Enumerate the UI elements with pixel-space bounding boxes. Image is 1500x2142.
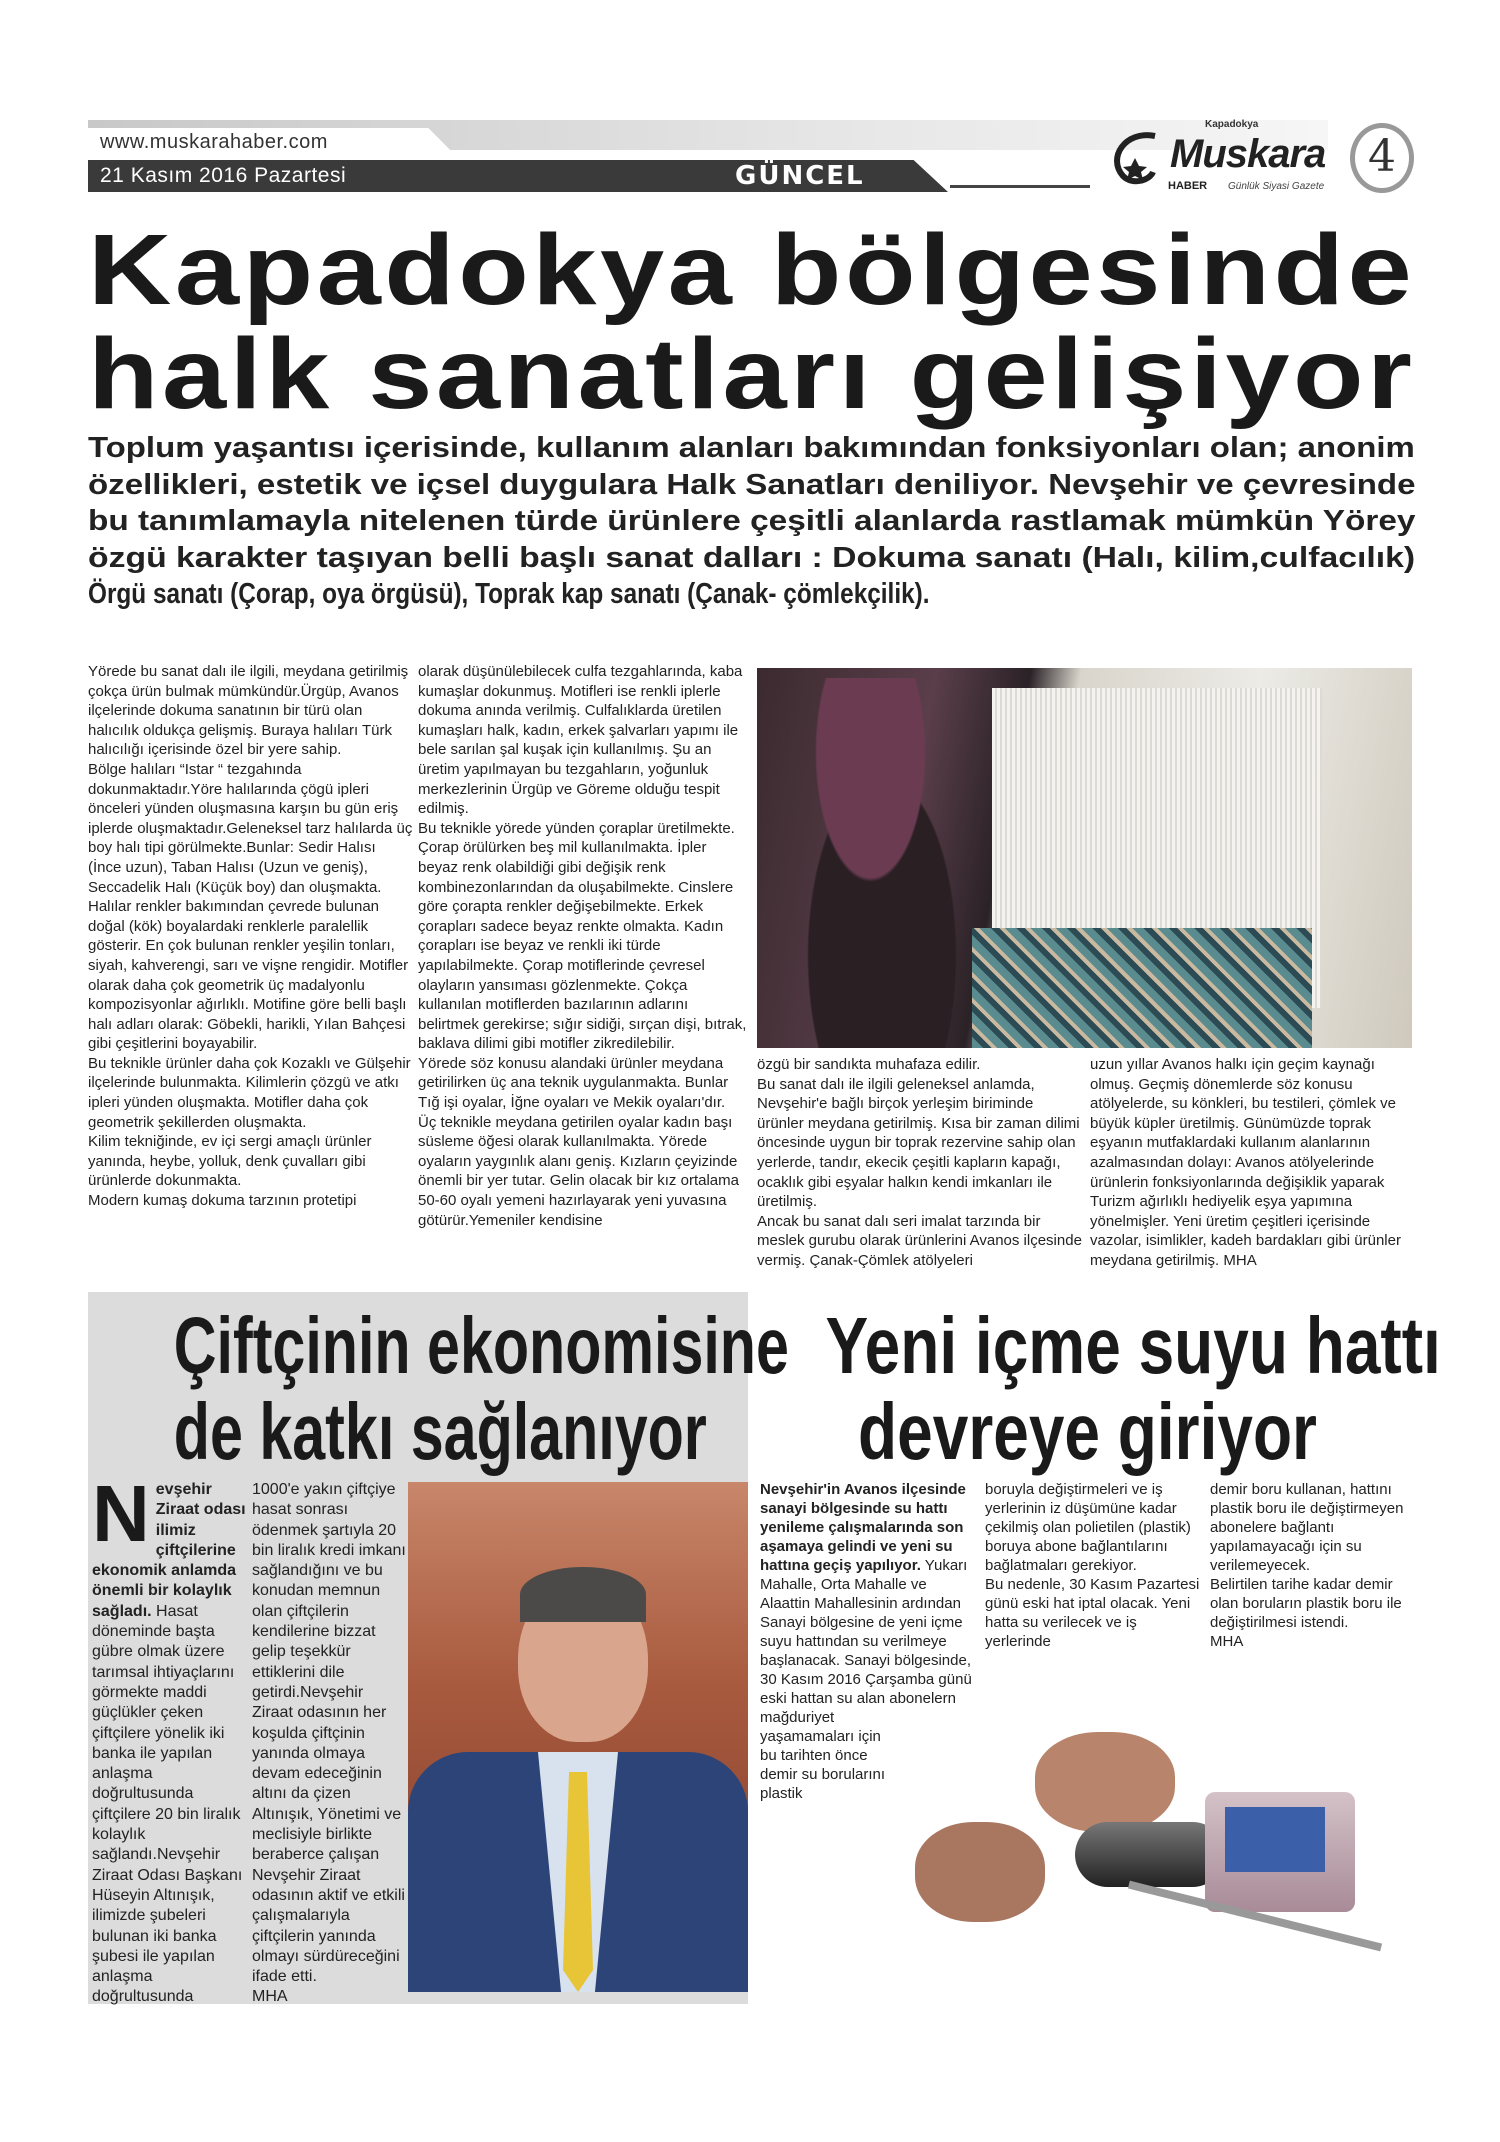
lead-line: Toplum yaşantısı içerisinde, kullanım alanları bakımından fonksiyonları olan; anonim xyxy=(88,432,1415,464)
pipe-welding-tool-photo xyxy=(905,1722,1415,1992)
logo: Muskara xyxy=(1170,132,1326,176)
paragraph: boruyla değiştirmeleri ve iş yerlerinin iz düşümüne kadar çekilmiş olan polietilen (plastik) boruya abone bağlantılarını bağlatmaları gerekiyor. xyxy=(985,1481,1191,1574)
paragraph: Yörede bu sanat dalı ile ilgili, meydana getirilmiş çokça ürün bulmak mümkündür.Ürgüp, Avanos ilçelerinde dokuma sanatının bir türü olan halıcılık oldukça gelişmiş. Buraya halıları Türk halıcılığı içerisinde özel bir yere sahip. xyxy=(88,663,409,759)
paragraph: Hasat döneminde başta gübre olmak üzere tarımsal ihtiyaçlarını görmekte maddi güçlükler çeken çiftçilere yönelik iki banka ile yapılan anlaşma doğrultusunda çiftçilere 20 bin liralık kolaylık sağlandı.Nevşehir Ziraat Odası Başkanı Hüseyin Altınışık, ilimizde şubeleri bulunan iki banka şubesi ile yapılan anlaşma doğrultusunda xyxy=(92,1602,243,2006)
welding-dies xyxy=(1075,1822,1225,1887)
weaver xyxy=(767,678,997,1048)
water-headline-line2: devreye giriyor xyxy=(858,1387,1317,1476)
paragraph: 1000'e yakın çiftçiye hasat sonrası ödenmek şartıyla 20 bin liralık kredi imkanı sağlandığını ve bu konudan memnun olan çiftçilerin kendilerine bizzat gelip teşekkür ettiklerini dile getirdi.Nevşehir Ziraat odasının her koşulda çiftçinin yanında olmaya devam edeceğinin altını da çizen Altınışık, Yönetimi ve meclisiyle birlikte beraberce çalışan Nevşehir Ziraat odasının aktif ve etkili çalışmalarıyla çiftçilerin yanında olmayı sürdüreceğini ifade etti. xyxy=(252,1481,406,1986)
water-headline-line1: Yeni içme suyu hattı xyxy=(825,1301,1441,1390)
paragraph: demir boru kullanan, hattını plastik boru ile değiştirmeyen abonelere bağlantı yapılamayacağı için su verilemeyecek. xyxy=(1210,1481,1404,1574)
divider xyxy=(950,185,1090,188)
website-url: www.muskarahaber.com xyxy=(100,131,328,153)
paragraph: Bu teknikle yörede yünden çoraplar üretilmekte. Çorap örülürken beş mil kullanılmakta. İpler beyaz renk olabildiği gibi değişik renk kombinezonlarından da oluşabilmekte. Cinslere göre çorapta renkler değişebilmekte. Erkek çorapları sadece beyaz renkte olmakta. Kadın çorapları ise beyaz ve renkli iki türde yapılabilmekte. Çorap motiflerinde çevresel olayların yansıması gözlenmekte. Çokça kullanılan motiflerden bazılarının adlarını belirtmek gerekirse; sığır sidiği, sırçan dişi, bıtrak, baklava dilimi gibi motifler zikredilebilir. xyxy=(418,819,747,1053)
logo-haber: HABER xyxy=(1168,180,1208,192)
article-column-3 xyxy=(757,1055,1082,1271)
issue-date: 21 Kasım 2016 Pazartesi xyxy=(100,164,347,187)
rug xyxy=(972,928,1312,1048)
paragraph: Ancak bu sanat dalı seri imalat tarzında bir meslek gurubu olarak ürünlerini Avanos ilçesinde vermiş. Çanak-Çömlek atölyeleri xyxy=(757,1212,1082,1269)
paragraph: Yörede söz konusu alandaki ürünler meydana getirilirken üç ana teknik uygulanmakta. Bunlar Tığ işi oyalar, İğne oyaları ve Mekik oyaları'dır. xyxy=(418,1054,729,1112)
main-lead xyxy=(88,430,1415,613)
farmer-headline-line2: de katkı sağlanıyor xyxy=(173,1387,707,1476)
paragraph: Belirtilen tarihe kadar demir olan boruların plastik boru ile değiştirilmesi istendi. xyxy=(1210,1576,1402,1631)
main-headline-line1: Kapadokya bölgesinde xyxy=(88,214,1416,326)
water-column-1 xyxy=(760,1480,980,2142)
paragraph: Yukarı Mahalle, Orta Mahalle ve Alaattin Mahallesinin ardından Sanayi bölgesine de yeni içme suyu hattından su verilmeye başlanacak. Sanayi bölgesinde, 30 Kasım 2016 Çarşamba günü eski hattan su alan abonelern mağduriyet yaşamamaları için bu tarihten önce demir su borularını plastik xyxy=(760,1557,972,1802)
weaving-photo xyxy=(757,668,1412,1048)
paragraph: Bu nedenle, 30 Kasım Pazartesi günü eski hat iptal olacak. Yeni hatta su verilecek ve iş yerlerinde xyxy=(985,1576,1200,1650)
water-column-3 xyxy=(1210,1480,1420,1651)
photo-wrap-space xyxy=(894,1722,980,2142)
paragraph: Bölge halıları “Istar “ tezgahında dokunmaktadır.Yöre halılarında çögü ipleri önceleri yünden oluşmasına karşın bu gün eriş iplerde oluşmaktadır.Geleneksel tarz halılarda üç boy halı tipi görülmekte.Bunlar: Sedir Halısı (İnce uzun), Taban Halısı (Uzun ve geniş), Seccadelik Halı (Küçük boy) dan oluşmakta. Halılar renkler bakımından çevrede bulunan doğal (kök) boyalardaki renklerle paralellik gösterir. En çok bulunan renkler yeşilin tonları, siyah, kahverengi, sarı ve vişne rengidir. Motifler olarak daha çok geometrik üç madalyonlu kompozisyonlar ağırlıklı. Motifine göre belli başlı halı adları olarak: Göbekli, harikli, Yılan Bahçesi gibi çeşitlerini boyayabilir. xyxy=(88,760,413,1053)
water-column-2 xyxy=(985,1480,1200,1651)
paragraph: Kilim tekniğinde, ev içi sergi amaçlı ürünler yanında, heybe, yolluk, denk çuvalları gibi ürünlerde dokunmakta. xyxy=(88,1133,372,1190)
article-column-4 xyxy=(1090,1055,1420,1271)
paragraph: uzun yıllar Avanos halkı için geçim kaynağı olmuş. Geçmiş dönemlerde söz konusu atölyelerde, su könkleri, bu testileri, çömlek ve büyük küpler üretilmiş. Günümüzde toprak eşyanın mutfaklardaki kullanım alanlarının azalmasından dolayı: Avanos atölyelerinde ürünlerin fonksiyonlarında değişiklik yaparak Turizm ağırlıklı hediyelik eşya yapımına yönelmişler. Yeni üretim çeşitleri içerisinde vazolar, isimlikler, kadeh bardakları gibi ürünler meydana getirilmiş. MHA xyxy=(1090,1056,1401,1269)
machine-label xyxy=(1225,1807,1325,1872)
article-column-1 xyxy=(88,662,413,1211)
farmer-column-2 xyxy=(252,1480,408,2008)
lead-line: özgü karakter taşıyan belli başlı sanat dalları : Dokuma sanatı (Halı, kilim,culfacılık) xyxy=(88,541,1416,574)
hand xyxy=(1035,1732,1175,1832)
lead-line: Örgü sanatı (Çorap, oya örgüsü), Toprak kap sanatı (Çanak- çömlekçilik). xyxy=(88,578,930,610)
water-lead: Nevşehir'in Avanos ilçesinde sanayi bölgesinde su hattı yenileme çalışmalarında son aşamaya gelindi ve yeni su hattına geçiş yapılıyor. xyxy=(760,1481,966,1574)
paragraph: olarak düşünülebilecek culfa tezgahlarında, kaba kumaşlar dokunmuş. Motifleri ise renkli iplerle dokuma anında verilmiş. Culfalıklarda üretilen kumaşları halk, kadın, erkek şalvarları yapımı ile bele sarılan şal kuşak için kullanılmış. Şu an üretim yapılmayan bu tezgahların, yoğunluk merkezlerinin Ürgüp ve Göreme olduğu tespit edilmiş. xyxy=(418,663,743,818)
main-headline-line2: halk sanatları gelişiyor xyxy=(88,318,1416,430)
lead-line: bu tanımlamayla nitelenen türde ürünlere çeşitli alanlarda rastlamak mümkün Yörey xyxy=(88,505,1416,537)
section-label: GÜNCEL xyxy=(735,161,865,191)
page-number: 4 xyxy=(1350,123,1414,193)
farmer-column-1 xyxy=(92,1469,252,2008)
paragraph: Bu teknikle ürünler daha çok Kozaklı ve Gülşehir ilçelerinde bulunmakta. Kilimlerin çözgü ve atkı ipleri yünden oluşmakta. Motifler daha çok geometrik şekillerden oluşmakta. xyxy=(88,1054,411,1131)
farmer-headline-line1: Çiftçinin ekonomisine xyxy=(173,1301,789,1390)
lead-line: özellikleri, estetik ve içsel duygulara Halk Sanatları deniliyor. Nevşehir ve çevresinde xyxy=(88,468,1416,501)
paragraph: Modern kumaş dokuma tarzının protetipi xyxy=(88,1192,357,1210)
hair xyxy=(520,1567,646,1622)
logo-sub: Kapadokya xyxy=(1205,119,1259,130)
article-column-2 xyxy=(418,662,748,1230)
logo-tagline: Günlük Siyasi Gazete xyxy=(1228,181,1325,192)
signature: MHA xyxy=(252,1988,288,2006)
portrait-photo xyxy=(408,1482,748,1992)
farmer-lead: evşehir Ziraat odası ilimiz çiftçilerine ekonomik anlamda önemli bir kolaylık sağladı. xyxy=(92,1481,246,1620)
dropcap: N xyxy=(92,1469,150,1558)
signature: MHA xyxy=(1210,1633,1244,1650)
paragraph: Üç teknikle meydana getirilen oyalar kadın başı süsleme öğesi olarak kullanılmakta. Yörede oyaların yaygınlık alanı geniş. Kızların çeyizinde önemli bir yer tutar. Gelin olacak bir kız ortalama 50-60 oyalı yemeni hazırlayarak yeni yuvasına götürür.Yemeniler kendisine xyxy=(418,1113,739,1229)
logo-emblem-icon xyxy=(1105,128,1169,188)
paragraph: özgü bir sandıkta muhafaza edilir. xyxy=(757,1056,981,1073)
paragraph: Bu sanat dalı ile ilgili geleneksel anlamda, Nevşehir'e bağlı birçok yerleşim biriminde ürünler meydana getirilmiş. Kısa bir zaman dilimi öncesinde uygun bir toprak rezervine sahip olan yerlerde, tandır, ekecik çeşitli kapların kapağı, ocaklık gibi eşyalar halkın kendi imkanları ile üretilmiş. xyxy=(757,1075,1080,1211)
